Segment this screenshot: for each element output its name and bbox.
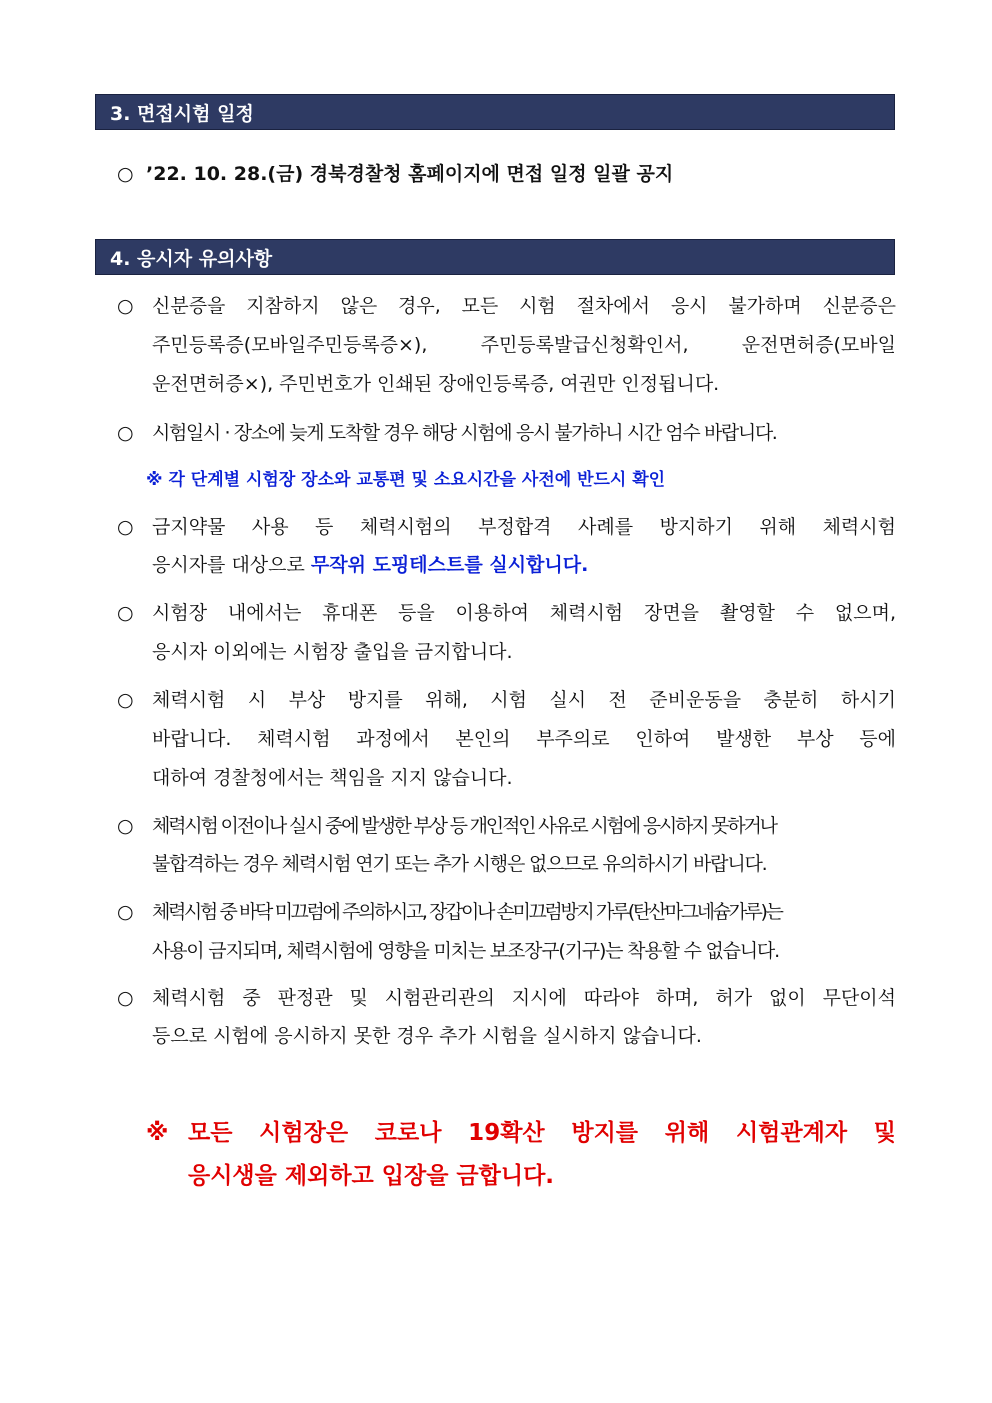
item-7-line-2: 사용이 금지되며, 체력시험에 영향을 미치는 보조장구(기구)는 착용할 수 없습니다. (152, 940, 779, 962)
item-3-line-2 (152, 552, 896, 578)
item-7-bullet: ○ (117, 901, 134, 923)
item-1-bullet: ○ (117, 295, 134, 317)
item-5-line-3: 대하여 경찰청에서는 책임을 지지 않습니다. (152, 767, 513, 789)
item-4-line-1: 시험장 내에서는 휴대폰 등을 이용하여 체력시험 장면을 촬영할 수 없으며, (152, 602, 896, 624)
item-2-line-1: 시험일시 · 장소에 늦게 도착할 경우 해당 시험에 응시 불가하니 시간 엄수 바랍니다. (152, 422, 777, 444)
section-4-title: 4. 응시자 유의사항 (110, 247, 273, 270)
item-3-bullet: ○ (117, 516, 134, 538)
item-5-line-1: 체력시험 시 부상 방지를 위해, 시험 실시 전 준비운동을 충분히 하시기 (152, 689, 896, 711)
section-3-bullet: ○ (117, 163, 134, 185)
notice-line-2: 응시생을 제외하고 입장을 금합니다. (188, 1163, 555, 1189)
item-8-bullet: ○ (117, 987, 134, 1009)
doping-test-highlight: 무작위 도핑테스트를 실시합니다. (310, 554, 589, 576)
section-4-header (95, 239, 895, 275)
notice-line-1: 모든 시험장은 코로나 19확산 방지를 위해 시험관계자 및 (188, 1120, 896, 1146)
item-1-line-1: 신분증을 지참하지 않은 경우, 모든 시험 절차에서 응시 불가하며 신분증은 (152, 295, 896, 317)
item-6-line-1: 체력시험 이전이나 실시 중에 발생한 부상 등 개인적인 사유로 시험에 응시하지 못하거나 (152, 815, 776, 837)
item-2-bullet: ○ (117, 422, 134, 444)
section-3-title: 3. 면접시험 일정 (110, 102, 254, 125)
item-1-line-3: 운전면허증×), 주민번호가 인쇄된 장애인등록증, 여권만 인정됩니다. (152, 373, 720, 395)
item-3-line-1: 금지약물 사용 등 체력시험의 부정합격 사례를 방지하기 위해 체력시험 (152, 516, 896, 538)
section-3-header (95, 94, 895, 130)
notice-mark: ※ (146, 1120, 169, 1146)
item-6-line-2: 불합격하는 경우 체력시험 연기 또는 추가 시행은 없으므로 유의하시기 바랍니다. (152, 853, 767, 875)
item-5-bullet: ○ (117, 689, 134, 711)
item-7-line-1: 체력시험 중 바닥 미끄럼에 주의하시고, 장갑이나 손미끄럼방지 가루(탄산마그네슘가루)는 (152, 901, 782, 923)
section-3-text: ’22. 10. 28.(금) 경북경찰청 홈페이지에 면접 일정 일괄 공지 (146, 163, 674, 185)
item-4-bullet: ○ (117, 602, 134, 624)
item-8-line-2: 등으로 시험에 응시하지 못한 경우 추가 시험을 실시하지 않습니다. (152, 1025, 702, 1047)
item-8-line-1: 체력시험 중 판정관 및 시험관리관의 지시에 따라야 하며, 허가 없이 무단이석 (152, 987, 896, 1009)
note-check-venue: ※ 각 단계별 시험장 장소와 교통편 및 소요시간을 사전에 반드시 확인 (146, 470, 666, 490)
item-5-line-2: 바랍니다. 체력시험 과정에서 본인의 부주의로 인하여 발생한 부상 등에 (152, 728, 896, 750)
item-3-line-2-plain: 응시자를 대상으로 (152, 554, 311, 576)
item-1-line-2: 주민등록증(모바일주민등록증×), 주민등록발급신청확인서, 운전면허증(모바일 (152, 334, 896, 356)
item-4-line-2: 응시자 이외에는 시험장 출입을 금지합니다. (152, 641, 513, 663)
item-6-bullet: ○ (117, 815, 134, 837)
